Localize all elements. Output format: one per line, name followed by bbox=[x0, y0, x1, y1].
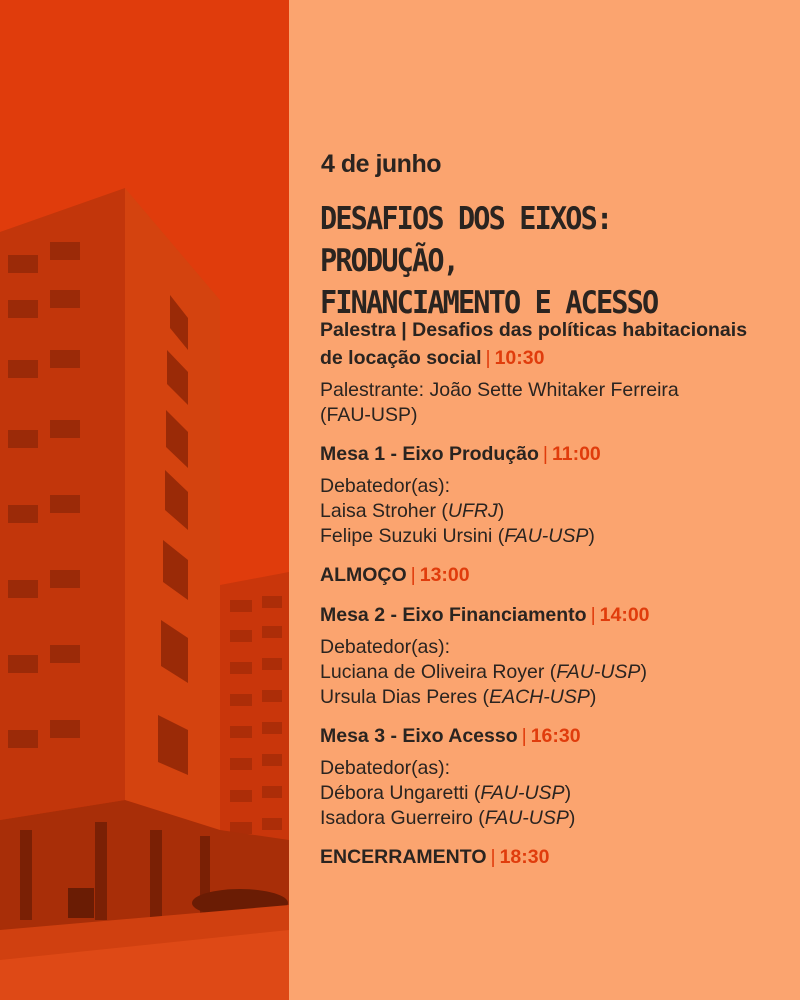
debater-name: Débora Ungaretti bbox=[320, 782, 469, 804]
almoco-time: 13:00 bbox=[419, 564, 470, 586]
separator: | bbox=[590, 604, 596, 626]
event-title-line1: DESAFIOS DOS EIXOS: PRODUÇÃO, bbox=[320, 201, 612, 279]
schedule-item-mesa3 bbox=[320, 722, 790, 831]
mesa1-title: Mesa 1 - Eixo Produção bbox=[320, 443, 539, 465]
mesa3-time: 16:30 bbox=[530, 725, 581, 747]
schedule-item-encerramento bbox=[320, 843, 790, 871]
mesa2-time: 14:00 bbox=[599, 604, 650, 626]
palestra-time: 10:30 bbox=[494, 347, 545, 369]
separator: | bbox=[490, 846, 496, 868]
almoco-title: ALMOÇO bbox=[320, 564, 407, 586]
mesa1-debater-2: Felipe Suzuki Ursini (FAU-USP) bbox=[320, 525, 595, 547]
palestra-speaker-line1: Palestrante: João Sette Whitaker Ferreira bbox=[320, 379, 679, 401]
building-illustration bbox=[0, 0, 289, 1000]
mesa3-debaters-label: Debatedor(as): bbox=[320, 757, 451, 779]
mesa2-title: Mesa 2 - Eixo Financiamento bbox=[320, 604, 587, 626]
debater-institution: FAU-USP bbox=[504, 525, 589, 547]
almoco-heading bbox=[320, 561, 790, 589]
mesa2-heading bbox=[320, 601, 790, 629]
event-title bbox=[320, 198, 752, 324]
encerramento-heading bbox=[320, 843, 790, 871]
separator: | bbox=[542, 443, 548, 465]
mesa3-title: Mesa 3 - Eixo Acesso bbox=[320, 725, 518, 747]
separator: | bbox=[485, 347, 491, 369]
palestra-title-line2-row bbox=[320, 344, 790, 372]
debater-name: Felipe Suzuki Ursini bbox=[320, 525, 493, 547]
mesa3-debater-2: Isadora Guerreiro (FAU-USP) bbox=[320, 807, 576, 829]
mesa1-heading bbox=[320, 440, 790, 468]
mesa1-time: 11:00 bbox=[551, 443, 601, 465]
separator: | bbox=[410, 564, 416, 586]
debater-name: Isadora Guerreiro bbox=[320, 807, 473, 829]
encerramento-time: 18:30 bbox=[499, 846, 550, 868]
schedule-item-mesa1 bbox=[320, 440, 790, 549]
encerramento-title: ENCERRAMENTO bbox=[320, 846, 487, 868]
palestra-title-line1: Palestra | Desafios das políticas habitacionais bbox=[320, 319, 748, 341]
building-photo bbox=[0, 0, 289, 1000]
event-date: 4 de junho bbox=[321, 150, 441, 178]
debater-institution: FAU-USP bbox=[556, 661, 641, 683]
mesa2-debater-2: Ursula Dias Peres (EACH-USP) bbox=[320, 686, 597, 708]
debater-institution: FAU-USP bbox=[484, 807, 569, 829]
program-panel bbox=[289, 0, 800, 1000]
debater-name: Luciana de Oliveira Royer bbox=[320, 661, 545, 683]
palestra-title-line2: de locação social bbox=[320, 347, 482, 369]
separator: | bbox=[521, 725, 527, 747]
debater-institution: UFRJ bbox=[447, 500, 498, 522]
mesa3-debater-1: Débora Ungaretti (FAU-USP) bbox=[320, 782, 572, 804]
palestra-speaker-line2: (FAU-USP) bbox=[320, 404, 418, 426]
schedule-item-palestra bbox=[320, 316, 790, 428]
debater-institution: EACH-USP bbox=[489, 686, 590, 708]
mesa1-debaters-label: Debatedor(as): bbox=[320, 475, 451, 497]
mesa2-debater-1: Luciana de Oliveira Royer (FAU-USP) bbox=[320, 661, 647, 683]
schedule bbox=[320, 316, 790, 883]
debater-institution: FAU-USP bbox=[480, 782, 565, 804]
debater-name: Laisa Stroher bbox=[320, 500, 436, 522]
mesa2-debaters-label: Debatedor(as): bbox=[320, 636, 451, 658]
event-title-line2: FINANCIAMENTO E ACESSO bbox=[320, 285, 658, 321]
mesa3-heading bbox=[320, 722, 790, 750]
mesa1-debater-1: Laisa Stroher (UFRJ) bbox=[320, 500, 505, 522]
schedule-item-almoco bbox=[320, 561, 790, 589]
debater-name: Ursula Dias Peres bbox=[320, 686, 478, 708]
schedule-item-mesa2 bbox=[320, 601, 790, 710]
